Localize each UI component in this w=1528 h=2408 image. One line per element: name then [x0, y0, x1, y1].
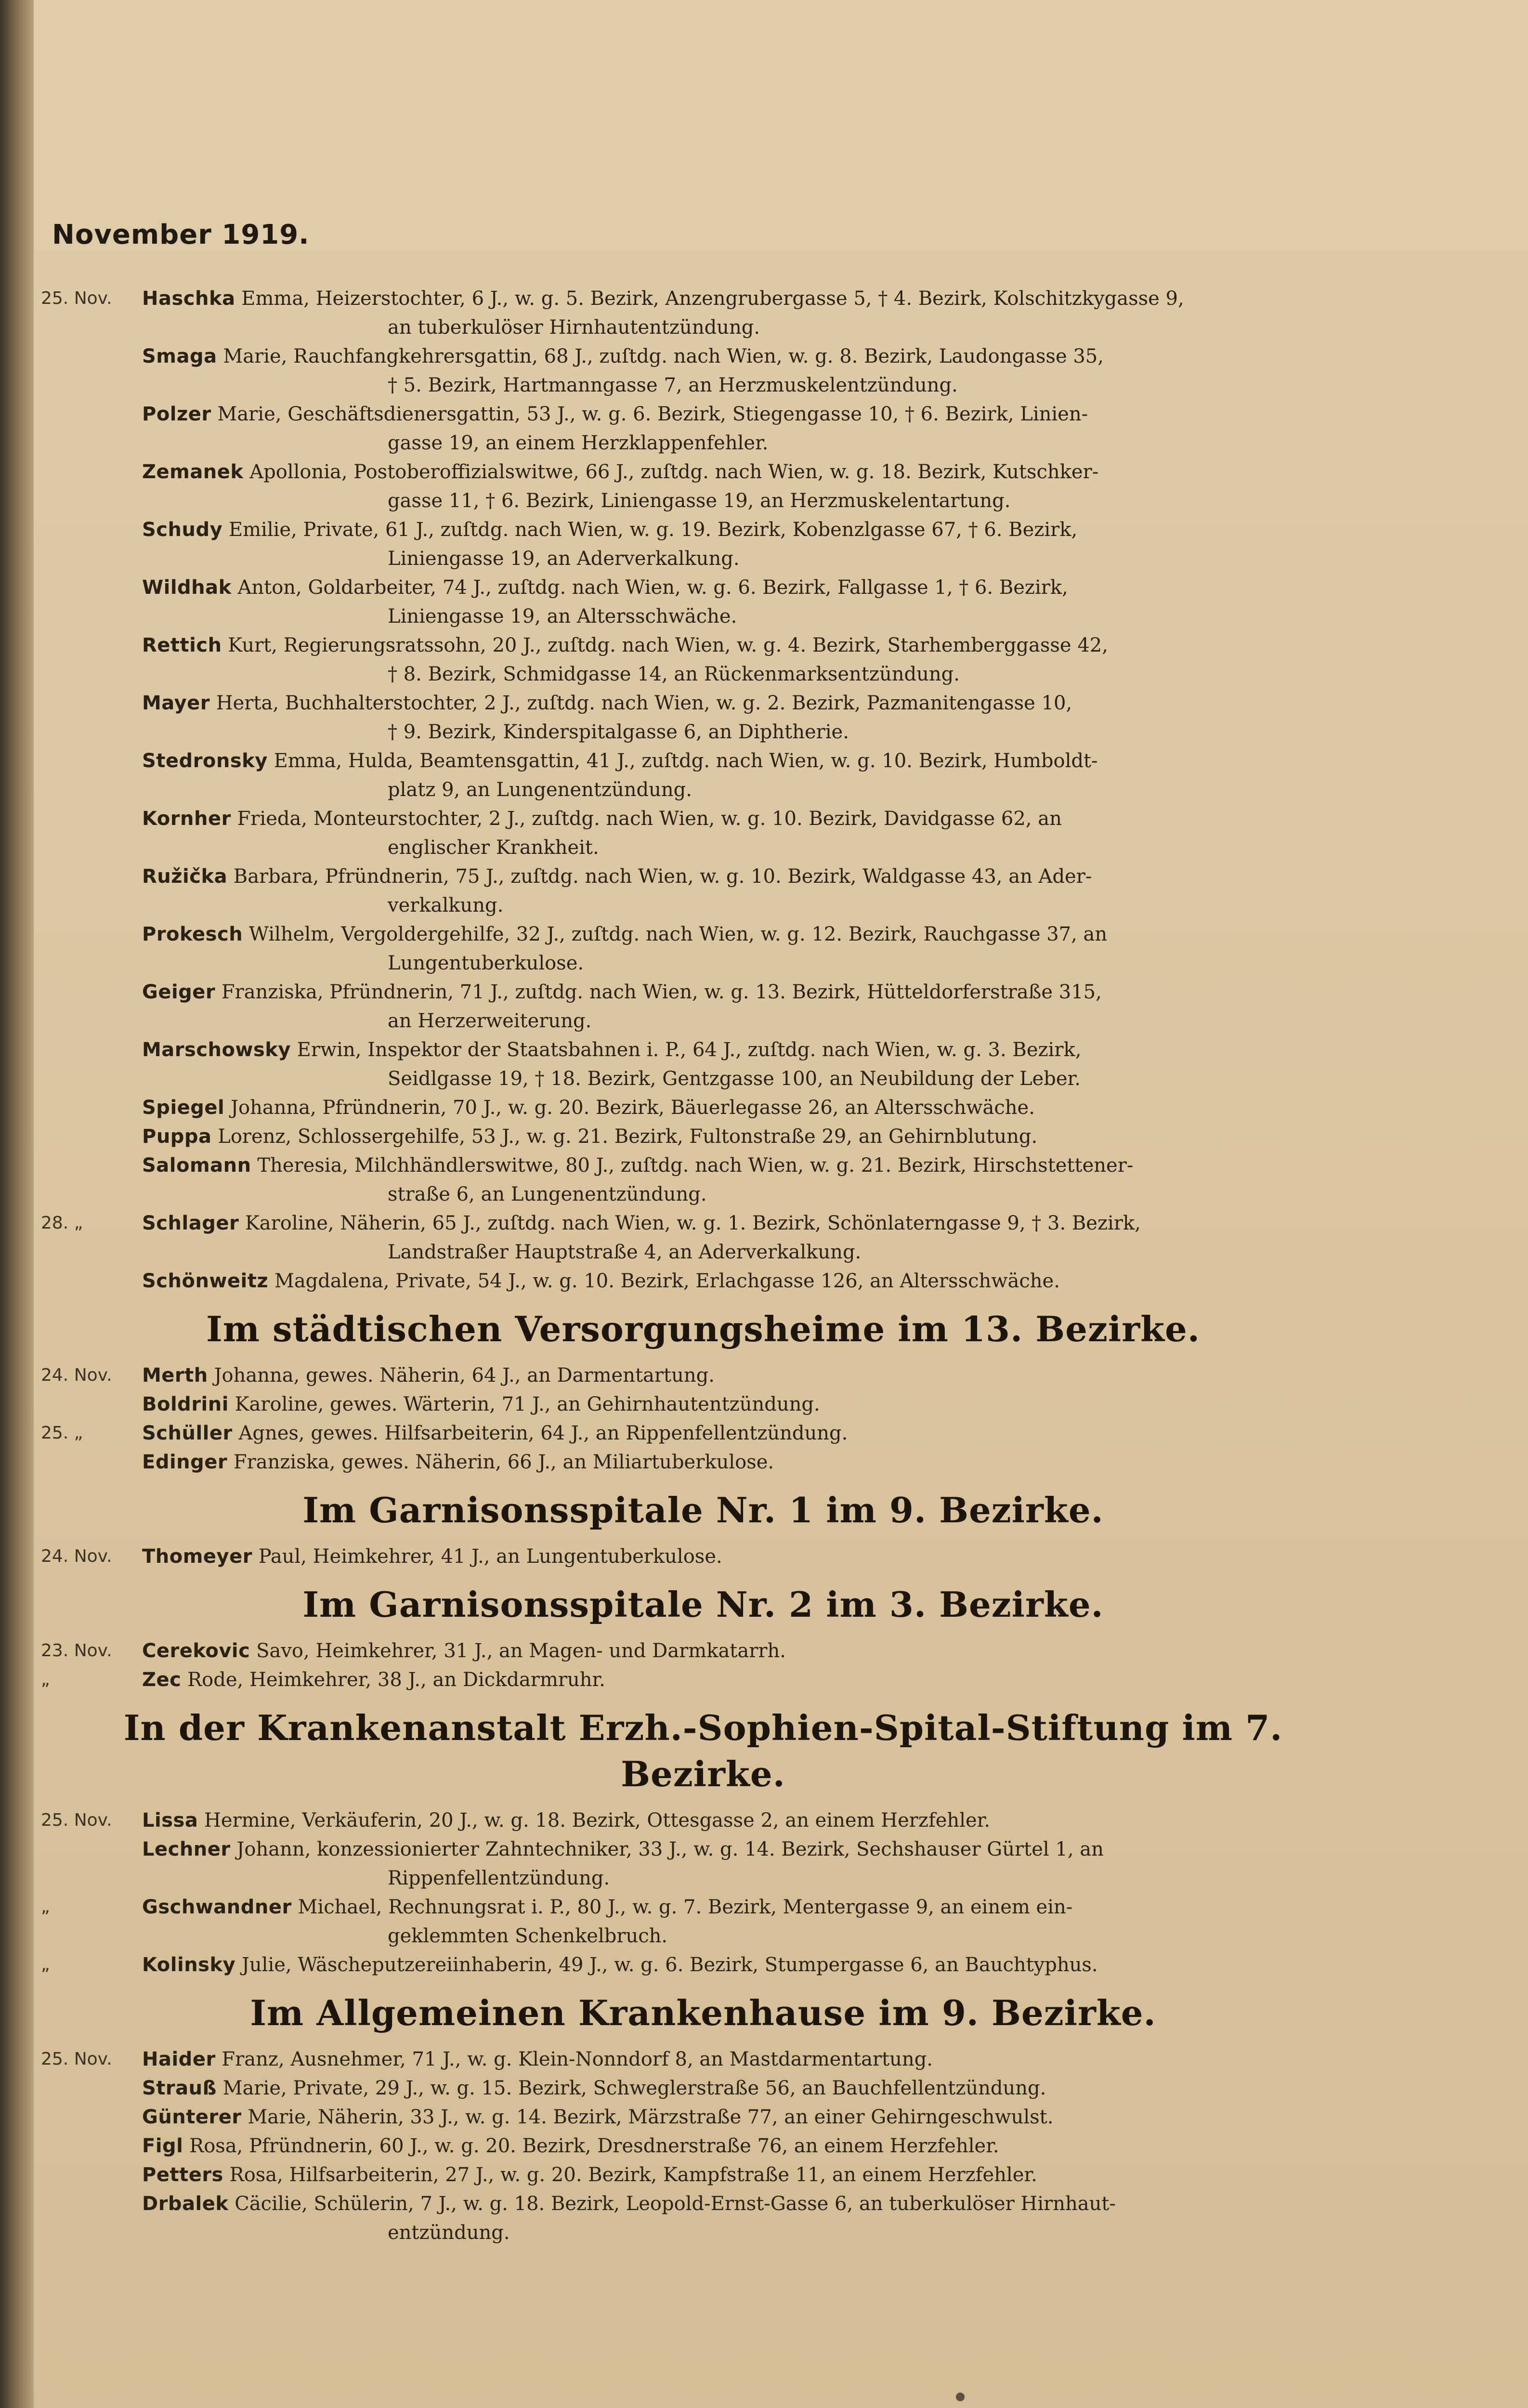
date-label: „: [41, 1670, 50, 1689]
deceased-surname: Kolinsky: [142, 1954, 236, 1976]
register-entry: [142, 1419, 1322, 1448]
entry-details: Frieda, Monteurstochter, 2 J., zuſtdg. nach Wien, w. g. 10. Bezirk, Davidgasse 62, an: [237, 808, 1062, 830]
register-entry: [142, 2160, 1322, 2189]
date-group: [41, 1806, 1322, 1893]
deceased-surname: Salomann: [142, 1154, 251, 1177]
register-entry: [142, 1390, 1322, 1419]
entry-details: Savo, Heimkehrer, 31 J., an Magen- und Darmkatarrh.: [256, 1640, 786, 1662]
entry-details: Erwin, Inspektor der Staatsbahnen i. P., 64 J., zuſtdg. nach Wien, w. g. 3. Bezirk,: [297, 1039, 1082, 1061]
deceased-surname: Gschwandner: [142, 1896, 292, 1918]
entry-details: Agnes, gewes. Hilfsarbeiterin, 64 J., an Rippenfellentzündung.: [238, 1422, 848, 1444]
register-entry: [142, 2103, 1322, 2132]
entry-details: Johanna, gewes. Näherin, 64 J., an Darmentartung.: [214, 1364, 715, 1387]
deceased-surname: Rettich: [142, 634, 222, 656]
date-group: [41, 1893, 1322, 1950]
deceased-surname: Günterer: [142, 2106, 242, 2128]
date-label: 25. Nov.: [41, 2049, 112, 2069]
deceased-surname: Puppa: [142, 1125, 212, 1148]
date-label: 25. Nov.: [41, 1810, 112, 1830]
register-entry: [142, 458, 1322, 515]
entry-details: Karoline, Näherin, 65 J., zuſtdg. nach Wien, w. g. 1. Bezirk, Schönlaterngasse 9, † 3. Bezirk,: [245, 1212, 1141, 1234]
register-entry: [142, 284, 1322, 342]
entry-details: Franziska, Pfründnerin, 71 J., zuſtdg. nach Wien, w. g. 13. Bezirk, Hütteldorferstraße 315,: [221, 981, 1102, 1003]
date-group: [41, 1665, 1322, 1694]
register-entry: [142, 1665, 1322, 1694]
entry-details: Hermine, Verkäuferin, 20 J., w. g. 18. Bezirk, Ottesgasse 2, an einem Herzfehler.: [204, 1809, 991, 1832]
entry-continuation: verkalkung.: [388, 894, 504, 916]
entry-details: Rosa, Pfründnerin, 60 J., w. g. 20. Bezirk, Dresdnerstraße 76, an einem Herzfehler.: [189, 2135, 999, 2157]
register-entry: [142, 2132, 1322, 2160]
register-entry: [142, 689, 1322, 746]
register-entry: [142, 2045, 1322, 2074]
book-spine: [0, 0, 34, 2408]
deceased-surname: Drbalek: [142, 2193, 229, 2215]
deceased-surname: Zec: [142, 1669, 182, 1691]
deceased-surname: Schüller: [142, 1422, 233, 1444]
entry-details: Marie, Private, 29 J., w. g. 15. Bezirk, Schweglerstraße 56, an Bauchfellentzündung.: [222, 2077, 1046, 2099]
register-entry: [142, 1267, 1322, 1296]
deceased-surname: Geiger: [142, 981, 216, 1003]
entry-continuation: englischer Krankheit.: [388, 837, 599, 859]
entry-continuation: † 5. Bezirk, Hartmanngasse 7, an Herzmuskelentzündung.: [388, 374, 958, 396]
section-heading: Im Allgemeinen Krankenhause im 9. Bezirke.: [250, 1992, 1156, 2033]
register-entry: [142, 1542, 1322, 1571]
date-group: [41, 1361, 1322, 1419]
deceased-surname: Strauß: [142, 2077, 217, 2099]
entry-details: Johann, konzessionierter Zahntechniker, 33 J., w. g. 14. Bezirk, Sechshauser Gürtel 1, an: [236, 1838, 1104, 1860]
register-entry: [142, 1209, 1322, 1267]
entry-continuation: Rippenfellentzündung.: [388, 1867, 610, 1889]
date-label: „: [41, 1897, 50, 1917]
section-heading: In der Krankenanstalt Erzh.-Sophien-Spital-Stiftung im 7. Bezirke.: [123, 1707, 1283, 1794]
register-entry: [142, 400, 1322, 458]
deceased-surname: Stedronsky: [142, 750, 268, 772]
date-group: [41, 1950, 1322, 1979]
entry-details: Karoline, gewes. Wärterin, 71 J., an Gehirnhautentzündung.: [235, 1393, 820, 1415]
deceased-surname: Schönweitz: [142, 1270, 269, 1292]
entry-continuation: an Herzerweiterung.: [388, 1010, 592, 1032]
entry-details: Herta, Buchhalterstochter, 2 J., zuſtdg. nach Wien, w. g. 2. Bezirk, Pazmanitengasse 10,: [216, 692, 1072, 714]
entry-details: Marie, Rauchfangkehrersgattin, 68 J., zuſtdg. nach Wien, w. g. 8. Bezirk, Laudongasse 35,: [223, 345, 1104, 367]
date-group: [41, 1209, 1322, 1296]
entry-details: Emilie, Private, 61 J., zuſtdg. nach Wien, w. g. 19. Bezirk, Kobenzlgasse 67, † 6. Bezirk,: [228, 519, 1078, 541]
register-entry: [142, 2074, 1322, 2103]
entry-details: Apollonia, Postoberoffizialswitwe, 66 J., zuſtdg. nach Wien, w. g. 18. Bezirk, Kutschker-: [249, 461, 1099, 483]
entry-details: Marie, Näherin, 33 J., w. g. 14. Bezirk, Märzstraße 77, an einer Gehirngeschwulst.: [248, 2106, 1054, 2128]
entry-continuation: gasse 19, an einem Herzklappenfehler.: [388, 432, 769, 454]
deceased-surname: Mayer: [142, 692, 210, 714]
register-entry: [142, 515, 1322, 573]
deceased-surname: Schlager: [142, 1212, 239, 1234]
entry-continuation: entzündung.: [388, 2222, 510, 2244]
entry-details: Johanna, Pfründnerin, 70 J., w. g. 20. Bezirk, Bäuerlegasse 26, an Altersschwäche.: [230, 1097, 1035, 1119]
deceased-surname: Merth: [142, 1364, 208, 1387]
entry-continuation: Lungentuberkulose.: [388, 952, 584, 974]
deceased-surname: Marschowsky: [142, 1039, 291, 1061]
deceased-surname: Prokesch: [142, 923, 243, 945]
entry-continuation: platz 9, an Lungenentzündung.: [388, 779, 692, 801]
register-entry: [142, 978, 1322, 1035]
entry-continuation: Landstraßer Hauptstraße 4, an Aderverkalkung.: [388, 1241, 862, 1263]
entry-details: Emma, Hulda, Beamtensgattin, 41 J., zuſtdg. nach Wien, w. g. 10. Bezirk, Humboldt-: [274, 750, 1098, 772]
section-heading: Im städtischen Versorgungsheime im 13. Bezirke.: [206, 1309, 1200, 1349]
register-entry: [142, 1151, 1322, 1209]
register-entry: [142, 631, 1322, 689]
entry-continuation: Seidlgasse 19, † 18. Bezirk, Gentzgasse 100, an Neubildung der Leber.: [388, 1068, 1081, 1090]
register-entry: [142, 1806, 1322, 1835]
section-heading: Im Garnisonsspitale Nr. 2 im 3. Bezirke.: [302, 1584, 1104, 1625]
entry-continuation: † 8. Bezirk, Schmidgasse 14, an Rückenmarksentzündung.: [388, 663, 960, 685]
register-entry: [142, 1361, 1322, 1390]
section-heading: Im Garnisonsspitale Nr. 1 im 9. Bezirke.: [302, 1490, 1104, 1531]
entry-details: Emma, Heizerstochter, 6 J., w. g. 5. Bezirk, Anzengrubergasse 5, † 4. Bezirk, Kolschitzkygasse 9,: [241, 288, 1184, 310]
date-label: 24. Nov.: [41, 1365, 112, 1385]
entry-details: Franz, Ausnehmer, 71 J., w. g. Klein-Nonndorf 8, an Mastdarmentartung.: [222, 2048, 933, 2070]
entry-continuation: Liniengasse 19, an Altersschwäche.: [388, 605, 737, 628]
entry-continuation: † 9. Bezirk, Kinderspitalgasse 6, an Diphtherie.: [388, 721, 849, 743]
deceased-surname: Kornher: [142, 808, 231, 830]
deceased-surname: Cerekovic: [142, 1640, 250, 1662]
deceased-surname: Spiegel: [142, 1097, 225, 1119]
register-entry: [142, 1950, 1322, 1979]
date-label: 23. Nov.: [41, 1641, 112, 1661]
page-header-date: November 1919.: [52, 219, 310, 250]
deceased-surname: Zemanek: [142, 461, 244, 483]
register-entry: [142, 2189, 1322, 2247]
date-label: 28. „: [41, 1213, 83, 1233]
entry-details: Franziska, gewes. Näherin, 66 J., an Miliartuberkulose.: [233, 1451, 774, 1473]
deceased-surname: Figl: [142, 2135, 183, 2157]
date-label: 25. „: [41, 1423, 83, 1443]
date-label: 24. Nov.: [41, 1546, 112, 1566]
deceased-surname: Lissa: [142, 1809, 198, 1832]
deceased-surname: Edinger: [142, 1451, 228, 1473]
date-label: „: [41, 1955, 50, 1975]
register-entry: [142, 1093, 1322, 1122]
deceased-surname: Schudy: [142, 519, 223, 541]
deceased-surname: Thomeyer: [142, 1545, 252, 1568]
entry-details: Barbara, Pfründnerin, 75 J., zuſtdg. nach Wien, w. g. 10. Bezirk, Waldgasse 43, an Ader-: [233, 865, 1092, 888]
entry-details: Paul, Heimkehrer, 41 J., an Lungentuberkulose.: [258, 1545, 722, 1568]
entry-details: Rosa, Hilfsarbeiterin, 27 J., w. g. 20. Bezirk, Kampfstraße 11, an einem Herzfehler.: [229, 2164, 1037, 2186]
entry-details: Rode, Heimkehrer, 38 J., an Dickdarmruhr.: [187, 1669, 605, 1691]
deceased-surname: Polzer: [142, 403, 211, 425]
deceased-surname: Ružička: [142, 865, 228, 888]
deceased-surname: Haider: [142, 2048, 216, 2070]
register-entry: [142, 1035, 1322, 1093]
register-entry: [142, 1835, 1322, 1893]
entry-details: Kurt, Regierungsratssohn, 20 J., zuſtdg. nach Wien, w. g. 4. Bezirk, Starhemberggasse 42,: [228, 634, 1108, 656]
date-group: [41, 2045, 1322, 2247]
entry-continuation: an tuberkulöser Hirnhautentzündung.: [388, 316, 760, 339]
register-entry: [142, 1893, 1322, 1950]
date-group: [41, 284, 1322, 1209]
date-group: [41, 1542, 1322, 1571]
entry-details: Theresia, Milchhändlerswitwe, 80 J., zuſtdg. nach Wien, w. g. 21. Bezirk, Hirschstettener-: [257, 1154, 1134, 1177]
deceased-surname: Wildhak: [142, 576, 232, 599]
entry-continuation: gasse 11, † 6. Bezirk, Liniengasse 19, an Herzmuskelentartung.: [388, 490, 1011, 512]
entry-continuation: straße 6, an Lungenentzündung.: [388, 1183, 707, 1205]
deceased-surname: Lechner: [142, 1838, 231, 1860]
deceased-surname: Haschka: [142, 288, 235, 310]
register-entry: [142, 920, 1322, 978]
ink-dot: [956, 2393, 965, 2401]
entry-details: Wilhelm, Vergoldergehilfe, 32 J., zuſtdg. nach Wien, w. g. 12. Bezirk, Rauchgasse 37, an: [248, 923, 1108, 945]
register-entry: [142, 804, 1322, 862]
death-register-list: [41, 284, 1322, 2247]
register-entry: [142, 862, 1322, 920]
register-entry: [142, 342, 1322, 400]
register-entry: [142, 1448, 1322, 1477]
register-entry: [142, 746, 1322, 804]
register-entry: [142, 573, 1322, 631]
entry-details: Michael, Rechnungsrat i. P., 80 J., w. g. 7. Bezirk, Mentergasse 9, an einem ein-: [298, 1896, 1073, 1918]
entry-details: Magdalena, Private, 54 J., w. g. 10. Bezirk, Erlachgasse 126, an Altersschwäche.: [274, 1270, 1060, 1292]
entry-details: Cäcilie, Schülerin, 7 J., w. g. 18. Bezirk, Leopold-Ernst-Gasse 6, an tuberkulöser Hirnhaut-: [235, 2193, 1116, 2215]
date-group: [41, 1636, 1322, 1665]
deceased-surname: Petters: [142, 2164, 223, 2186]
date-group: [41, 1419, 1322, 1477]
deceased-surname: Smaga: [142, 345, 217, 367]
entry-details: Marie, Geschäftsdienersgattin, 53 J., w. g. 6. Bezirk, Stiegengasse 10, † 6. Bezirk, Linien-: [217, 403, 1088, 425]
entry-details: Julie, Wäscheputzereiinhaberin, 49 J., w. g. 6. Bezirk, Stumpergasse 6, an Bauchtyphus.: [241, 1954, 1098, 1976]
register-entry: [142, 1636, 1322, 1665]
entry-details: Lorenz, Schlossergehilfe, 53 J., w. g. 21. Bezirk, Fultonstraße 29, an Gehirnblutung.: [218, 1125, 1038, 1148]
entry-continuation: Liniengasse 19, an Aderverkalkung.: [388, 548, 740, 570]
date-label: 25. Nov.: [41, 288, 112, 308]
entry-details: Anton, Goldarbeiter, 74 J., zuſtdg. nach Wien, w. g. 6. Bezirk, Fallgasse 1, † 6. Bezirk,: [237, 576, 1068, 599]
entry-continuation: geklemmten Schenkelbruch.: [388, 1925, 668, 1947]
deceased-surname: Boldrini: [142, 1393, 229, 1415]
register-entry: [142, 1122, 1322, 1151]
